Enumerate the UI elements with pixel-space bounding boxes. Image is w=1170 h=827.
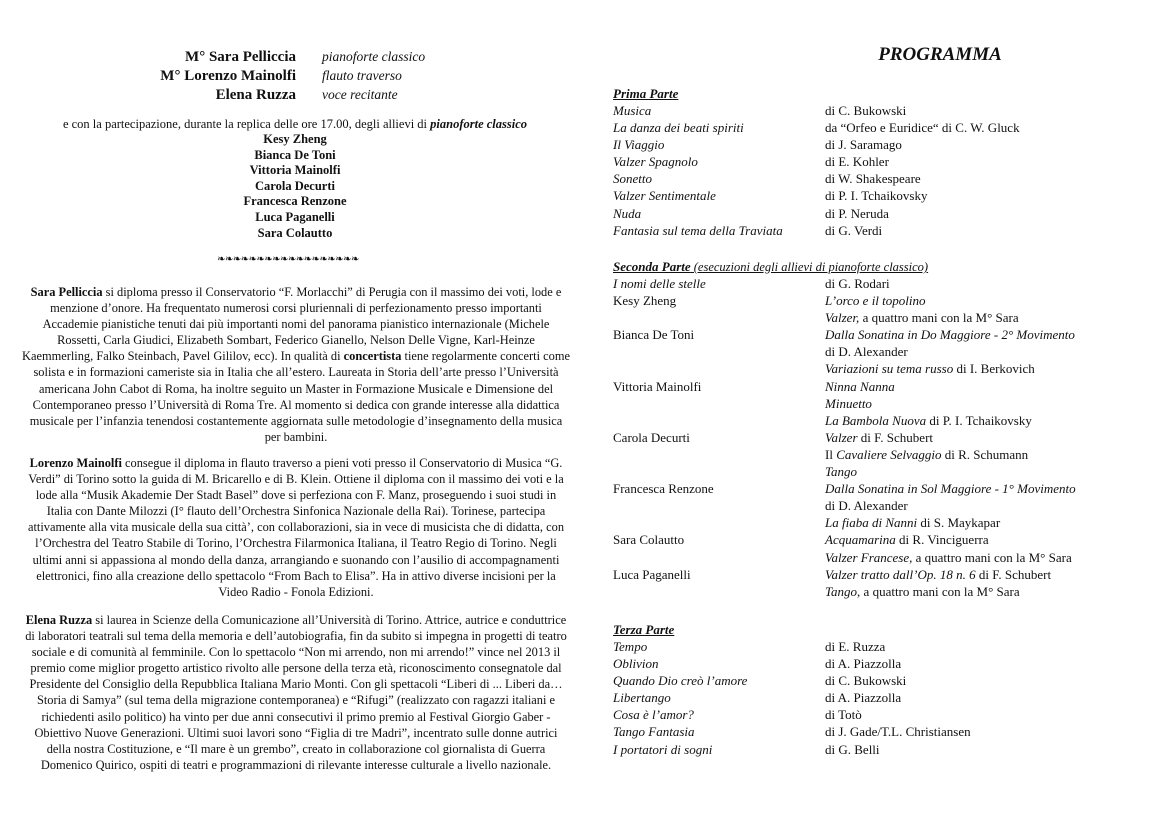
piece-detail	[825, 583, 1020, 600]
piece-detail	[825, 326, 1075, 343]
piece-title: Cavaliere Selvaggio	[836, 446, 942, 462]
piece-detail	[825, 514, 1000, 531]
section-heading: Terza Parte	[613, 622, 675, 637]
piece-detail	[825, 343, 908, 360]
piece-title: L’orco e il topolino	[825, 293, 926, 309]
performer-or-title: Vittoria Mainolfi	[613, 378, 702, 394]
program-row	[613, 102, 1153, 119]
piece-detail	[825, 463, 857, 480]
piece-title: Fantasia sul tema della Traviata	[613, 222, 783, 238]
piece-title: Musica	[613, 103, 652, 118]
piece-author: di A. Piazzolla	[825, 690, 902, 706]
piece-title: Sonetto	[613, 171, 652, 187]
program-row	[613, 309, 1153, 326]
piece-author: di C. Bukowski	[825, 673, 907, 689]
piece-detail	[825, 446, 1028, 463]
program-row	[613, 480, 1153, 497]
program-row	[613, 119, 1153, 136]
piece-detail	[825, 378, 895, 395]
piece-author: di P. I. Tchaikovsky	[926, 412, 1032, 428]
piece-detail	[825, 429, 933, 446]
piece-title: La Bambola Nuova	[825, 412, 927, 428]
program-row	[613, 566, 1153, 583]
program-row	[613, 395, 1153, 412]
program-row	[613, 412, 1153, 429]
piece-title: Il Viaggio	[613, 137, 665, 153]
performer-name: M° Sara Pelliccia	[185, 49, 296, 65]
piece-title: Valzer,	[825, 310, 860, 326]
section-seconda-parte	[613, 258, 1153, 600]
piece-title: Ninna Nanna	[825, 378, 895, 394]
performer-role: flauto traverso	[322, 68, 402, 83]
program-row	[613, 343, 1153, 360]
piece-author: di C. Bukowski	[825, 103, 907, 118]
program-row	[613, 429, 1153, 446]
piece-author: di E. Ruzza	[825, 639, 886, 654]
bio-text: consegue il diploma in flauto traverso a pieni voti presso il Conservatorio di Musica “G. Verdi” di Torino sotto la guida di M. Bricarello e di B. Klein. Ottiene il diploma con il massimo dei voti e la lode alla “Musik Akademie Der Stadt Basel” dove si perfeziona con F. Manz, proseguendo i suoi studi in Italia con Dante Milozzi (I° flauto dell’Orchestra Sinfonica Nazionale della Rai). Torinese, partecipa attivamente alla vita musicale della sua città’, con collaborazioni, sia in vece di musicista che di didatta, con l’Orchestra del Teatro Stabile di Torino, l’Orchestra Filarmonica Italiana, il Teatro Regio di Torino. Negli ultimi anni si appassiona al mondo della danza, arrangiando e suonando con l’ausilio di accompagnamenti elettronici, fino alla creazione dello spettacolo “From Bach to Elisa”. Ha in attivo diverse incisioni per la Video Radio - Fonola Edizioni.	[27, 456, 565, 599]
performer-name: Elena Ruzza	[215, 87, 296, 103]
program-row	[613, 463, 1153, 480]
program-row	[613, 292, 1153, 309]
program-row	[613, 741, 1153, 758]
performer-role: pianoforte classico	[322, 49, 426, 64]
student-name: Carola Decurti	[255, 178, 335, 193]
piece-detail	[825, 549, 1072, 566]
bio-name: Sara Pelliccia	[30, 285, 103, 299]
piece-title: Tango Fantasia	[613, 724, 695, 740]
student-name: Sara Colautto	[257, 225, 333, 240]
performer-or-title: Sara Colautto	[613, 532, 685, 548]
piece-author: di E. Kohler	[825, 154, 889, 170]
piece-detail	[825, 480, 1076, 497]
program-row	[613, 360, 1153, 377]
piece-detail	[825, 412, 1032, 429]
piece-author: a quattro mani con la M° Sara	[859, 310, 1019, 326]
program-row	[613, 583, 1153, 600]
piece-title: Variazioni su tema russo	[825, 361, 954, 377]
piece-detail	[825, 292, 926, 309]
program-row	[613, 706, 1153, 723]
program-row	[613, 153, 1153, 170]
program-row	[613, 689, 1153, 706]
piece-author: di F. Schubert	[975, 566, 1052, 582]
piece-author: , a quattro mani con la M° Sara	[909, 549, 1072, 565]
performer-or-title: Carola Decurti	[613, 429, 690, 445]
program-row	[613, 672, 1153, 689]
section-rows	[613, 638, 1153, 758]
student-name: Vittoria Mainolfi	[249, 163, 341, 178]
participation-instrument: pianoforte classico	[430, 117, 528, 131]
program-row	[613, 655, 1153, 672]
piece-author: di G. Verdi	[825, 222, 883, 238]
section-prima-parte	[613, 85, 1153, 239]
piece-title: Libertango	[613, 690, 671, 706]
piece-author: da “Orfeo e Euridice“ di C. W. Gluck	[825, 120, 1020, 136]
bio-highlight: concertista	[343, 349, 402, 364]
bio-sara-pelliccia	[22, 284, 570, 445]
ornament-divider: ❧❧❧❧❧❧❧❧❧❧❧❧❧❧❧❧❧❧	[217, 254, 359, 265]
performer-or-title: I nomi delle stelle	[613, 276, 706, 291]
piece-title: Tempo	[613, 639, 648, 654]
piece-detail	[825, 360, 1035, 377]
performer-or-title: Francesca Renzone	[613, 481, 714, 497]
student-name: Kesy Zheng	[263, 132, 327, 146]
performer-or-title: Kesy Zheng	[613, 293, 677, 309]
piece-detail	[825, 497, 908, 514]
program-row	[613, 531, 1153, 548]
section-heading: Prima Parte	[613, 86, 679, 101]
program-row	[613, 378, 1153, 395]
piece-title: Cosa è l’amor?	[613, 707, 694, 723]
student-name: Bianca De Toni	[254, 147, 336, 162]
piece-author: di D. Alexander	[825, 344, 908, 360]
piece-author: di Totò	[825, 707, 862, 723]
bio-elena-ruzza	[22, 612, 570, 773]
program-row	[613, 638, 1153, 655]
section-heading	[613, 258, 1153, 275]
piece-author: di A. Piazzolla	[825, 656, 902, 672]
piece-author: , a quattro mani con la M° Sara	[857, 583, 1020, 599]
piece-author: di R. Schumann	[941, 446, 1029, 462]
piece-title: Valzer	[825, 429, 858, 445]
program-row	[613, 326, 1153, 343]
piece-detail	[825, 531, 989, 548]
piece-author: di W. Shakespeare	[825, 171, 921, 187]
section-rows	[613, 102, 1153, 239]
bio-name: Lorenzo Mainolfi	[29, 456, 122, 470]
piece-title: Valzer Francese	[825, 549, 910, 565]
program-row	[613, 549, 1153, 566]
program-row	[613, 136, 1153, 153]
piece-title: Quando Dio creò l’amore	[613, 673, 748, 689]
section-terza-parte	[613, 621, 1153, 758]
piece-author: di G. Rodari	[825, 276, 890, 291]
performer-row	[60, 47, 540, 66]
program-row	[613, 497, 1153, 514]
piece-author: di D. Alexander	[825, 498, 908, 514]
bio-text: si diploma presso il Conservatorio “F. Morlacchi” di Perugia con il massimo dei voti, lode e menzione d’onore. Ha frequentato numerosi corsi pluriennali di perfezionamento presso importanti Accademie pianistiche tenuti dai più importanti nomi del panorama pianistico internazionale (Michele Rossetti, Carla Giudici, Elizabeth Sombart, Federico Gianello, Nelson Delle Vigne, Karl-Heinze Kaemmerling, Falko Steinbach, Pavel Gililov, ecc). In qualità di	[22, 285, 562, 364]
piece-title: Oblivion	[613, 656, 659, 672]
piece-title: Nuda	[613, 205, 642, 221]
section-heading-note: (esecuzioni degli allievi di pianoforte classico)	[690, 260, 929, 274]
piece-author: di S. Maykapar	[917, 515, 1001, 531]
piece-author: di P. Neruda	[825, 205, 889, 221]
piece-detail	[825, 395, 872, 412]
piece-author: di I. Berkovich	[953, 361, 1035, 377]
piece-author: di F. Schubert	[857, 429, 934, 445]
piece-title: Acquamarina	[825, 532, 896, 548]
student-name: Francesca Renzone	[243, 194, 347, 209]
participation-line	[40, 116, 550, 132]
program-row	[613, 723, 1153, 740]
performer-role: voce recitante	[322, 87, 398, 102]
piece-title: Tango	[825, 464, 858, 480]
performer-row	[60, 66, 540, 85]
piece-title: Tango	[825, 583, 858, 599]
performer-name: M° Lorenzo Mainolfi	[160, 68, 296, 84]
piece-author: di J. Gade/T.L. Christiansen	[825, 724, 971, 740]
program-row	[613, 187, 1153, 204]
performers-list	[60, 47, 540, 104]
piece-title: Valzer Spagnolo	[613, 154, 698, 170]
student-name: Luca Paganelli	[255, 209, 335, 224]
piece-author: di G. Belli	[825, 741, 880, 757]
bio-name: Elena Ruzza	[25, 613, 93, 627]
right-page	[585, 0, 1170, 827]
piece-detail	[825, 309, 1019, 326]
piece-title: Dalla Sonatina in Sol Maggiore - 1° Movimento	[825, 481, 1076, 497]
students-list	[40, 132, 550, 241]
piece-detail	[825, 566, 1051, 583]
piece-title: Minuetto	[825, 395, 872, 411]
piece-title: La danza dei beati spiriti	[613, 120, 744, 136]
piece-title: I portatori di sogni	[613, 741, 713, 757]
program-row	[613, 446, 1153, 463]
performer-row	[60, 85, 540, 104]
program-row	[613, 514, 1153, 531]
performer-or-title: Bianca De Toni	[613, 327, 695, 343]
program-row	[613, 275, 1153, 292]
piece-prefix: Il	[825, 446, 837, 462]
bio-text: si laurea in Scienze della Comunicazione all’Università di Torino. Attrice, autrice e conduttrice di laboratori teatrali sul tema della memoria e dell’autobiografia, fin da subito si impegna in progetti di teatro sociale e di comunità al femminile. Con lo spettacolo “Non mi arrendo, non mi arrendo!” vince nel 2013 il premio come miglior progetto artistico rivolto alle persone della terza età, riconoscimento consegnatole dal Presidente del Consiglio della Repubblica Italiana Mario Monti. Con gli spettacoli “Liberi di ... Liberi da…Storia di Samya” (sul tema della migrazione contemporanea) e “Rifugi” (realizzato con ragazzi italiani e richiedenti asilo politico) ha vinto per due anni consecutivi il primo premio al Festival Giorgio Gaber - Obiettivo Nuove Generazioni. Ultimi suoi lavori sono “Figlia di tre Madri”, incentrato sulle donne autrici della nostra Costituzione, e “Il mare è un grembo”, creato in collaborazione col giornalista di Guerra Domenico Quirico, ospiti di teatri e programmazioni di rilevante interesse culturale a livello nazionale.	[25, 613, 567, 772]
piece-author: di J. Saramago	[825, 137, 902, 153]
bio-lorenzo-mainolfi	[22, 455, 570, 600]
piece-title: Valzer tratto dall’Op. 18 n. 6	[825, 566, 976, 582]
section-rows	[613, 275, 1153, 600]
bio-text: tiene regolarmente concerti come solista e in formazioni cameriste sia in Italia che all’estero. Laureata in Storia dell’arte presso l’Università americana John Cabot di Roma, ha inoltre seguito un Master in Formazione Musicale e Dimensione del Contemporaneo presso l’Università di Roma Tre. Al momento si dedica con grande interesse alla didattica musicale per l’infanzia tenendosi costantemente aggiornata sulle metodologie d’insegnamento della musica per bambini.	[29, 349, 570, 444]
participation-text: e con la partecipazione, durante la replica delle ore 17.00, degli allievi di	[62, 117, 428, 131]
program-row	[613, 222, 1153, 239]
piece-title: La fiaba di Nanni	[825, 515, 918, 531]
piece-title: Dalla Sonatina in Do Maggiore - 2° Movimento	[825, 327, 1075, 343]
program-row	[613, 205, 1153, 222]
performer-or-title: Luca Paganelli	[613, 566, 691, 582]
piece-detail	[825, 275, 890, 292]
piece-author: di P. I. Tchaikovsky	[825, 188, 928, 204]
program-row	[613, 170, 1153, 187]
piece-title: Valzer Sentimentale	[613, 188, 716, 204]
program-title: PROGRAMMA	[878, 44, 1002, 65]
section-heading-title: Seconda Parte	[613, 259, 691, 274]
piece-author: di R. Vinciguerra	[895, 532, 989, 548]
